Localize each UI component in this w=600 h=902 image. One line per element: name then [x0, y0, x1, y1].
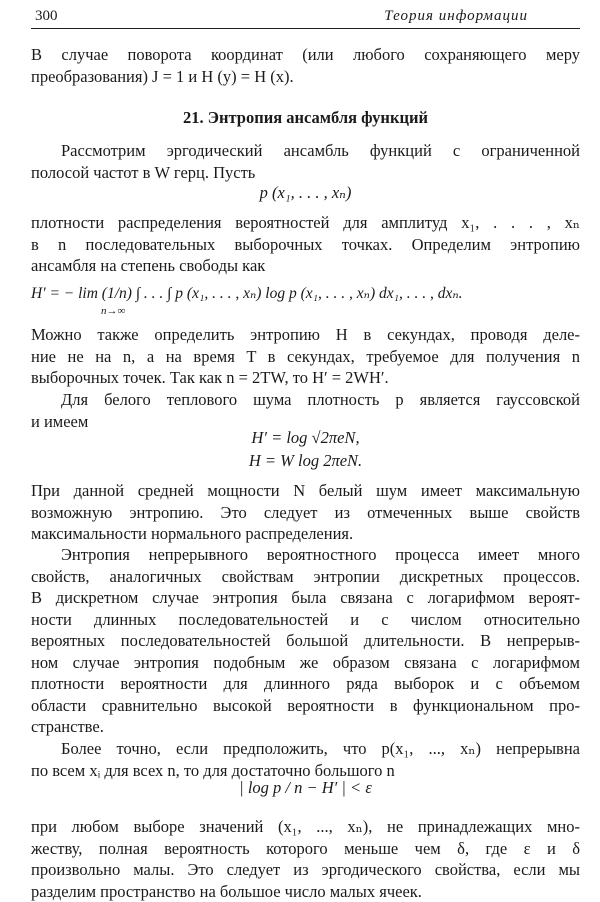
page-number: 300 — [35, 8, 58, 25]
text-line: вероятных последовательностей большой длительности. В непрерыв- — [31, 630, 580, 652]
equation-white-noise-1: H′ = log √2πeN, — [31, 428, 580, 448]
text-line: максимальности нормального распределения. — [31, 523, 580, 545]
text-line: Энтропия непрерывного вероятностного процесса имеет много — [31, 544, 580, 566]
intro-paragraph — [31, 44, 580, 87]
text-line: плотности распределения вероятностей для амплитуд x₁, . . . , xₙ — [31, 212, 580, 234]
paragraph-5 — [31, 480, 580, 545]
text-line: В дискретном случае энтропия была связана с логарифмом вероят- — [31, 587, 580, 609]
text-line: произвольно малы. Это следует из эргодического свойства, если мы — [31, 859, 580, 881]
running-title: Теория информации — [384, 8, 528, 25]
text-line: и имеем — [31, 411, 580, 433]
paragraph-8 — [31, 816, 580, 902]
equation-limit-subscript: n→∞ — [101, 305, 161, 317]
text-line: в n последовательных выборочных точках. Определим энтропию — [31, 234, 580, 256]
paragraph-1 — [31, 140, 580, 183]
text-line: при любом выборе значений (x₁, ..., xₙ), не принадлежащих мно- — [31, 816, 580, 838]
text-line: полосой частот в W герц. Пусть — [31, 162, 580, 184]
text-line: преобразования) J = 1 и H (y) = H (x). — [31, 66, 580, 88]
paragraph-2 — [31, 212, 580, 277]
equation-density: p (x₁, . . . , xₙ) — [31, 183, 580, 203]
text-line: При данной средней мощности N белый шум имеет максимальную — [31, 480, 580, 502]
paragraph-4 — [31, 389, 580, 432]
text-line: разделим пространство на большое число малых ячеек. — [31, 881, 580, 902]
text-line: возможную энтропию. Это следует из отмеченных выше свойств — [31, 502, 580, 524]
paragraph-6 — [31, 544, 580, 738]
text-line: В случае поворота координат (или любого сохраняющего меру — [31, 44, 580, 66]
running-header — [31, 8, 580, 29]
text-line: Для белого теплового шума плотность p является гауссовской — [31, 389, 580, 411]
text-line: ансамбля на степень свободы как — [31, 255, 580, 277]
text-line: ном случае энтропия подобным же образом связана с логарифмом — [31, 652, 580, 674]
section-title: 21. Энтропия ансамбля функций — [31, 108, 580, 128]
equation-ergodic-bound: | log p / n − H′ | < ε — [31, 778, 580, 798]
text-line: выборочных точек. Так как n = 2TW, то H′ = 2WH′. — [31, 367, 580, 389]
text-line: Рассмотрим эргодический ансамбль функций с ограниченной — [31, 140, 580, 162]
text-line: по всем xᵢ для всех n, то для достаточно большого n — [31, 760, 580, 782]
text-line: области сравнительно высокой вероятности в функциональном про- — [31, 695, 580, 717]
text-line: плотности вероятности для длинного ряда выборок и с объемом — [31, 673, 580, 695]
text-line: ние не на n, а на время T в секундах, требуемое для получения n — [31, 346, 580, 368]
text-line: жеству, полная вероятность которого меньше чем δ, где ε и δ — [31, 838, 580, 860]
equation-entropy-definition: H′ = − lim (1/n) ∫ . . . ∫ p (x₁, . . . , xₙ) log p (x₁, . . . , xₙ) dx₁, . . . , dxₙ. — [31, 284, 580, 303]
text-line: Более точно, если предположить, что p(x₁, ..., xₙ) непрерывна — [31, 738, 580, 760]
text-line: свойств, аналогичных свойствам энтропии дискретных процессов. — [31, 566, 580, 588]
text-line: странстве. — [31, 716, 580, 738]
paragraph-3 — [31, 324, 580, 389]
paragraph-7 — [31, 738, 580, 781]
text-line: Можно также определить энтропию H в секундах, проводя деле- — [31, 324, 580, 346]
text-line: ности длинных последовательностей и с числом относительно — [31, 609, 580, 631]
equation-white-noise-2: H = W log 2πeN. — [31, 451, 580, 471]
